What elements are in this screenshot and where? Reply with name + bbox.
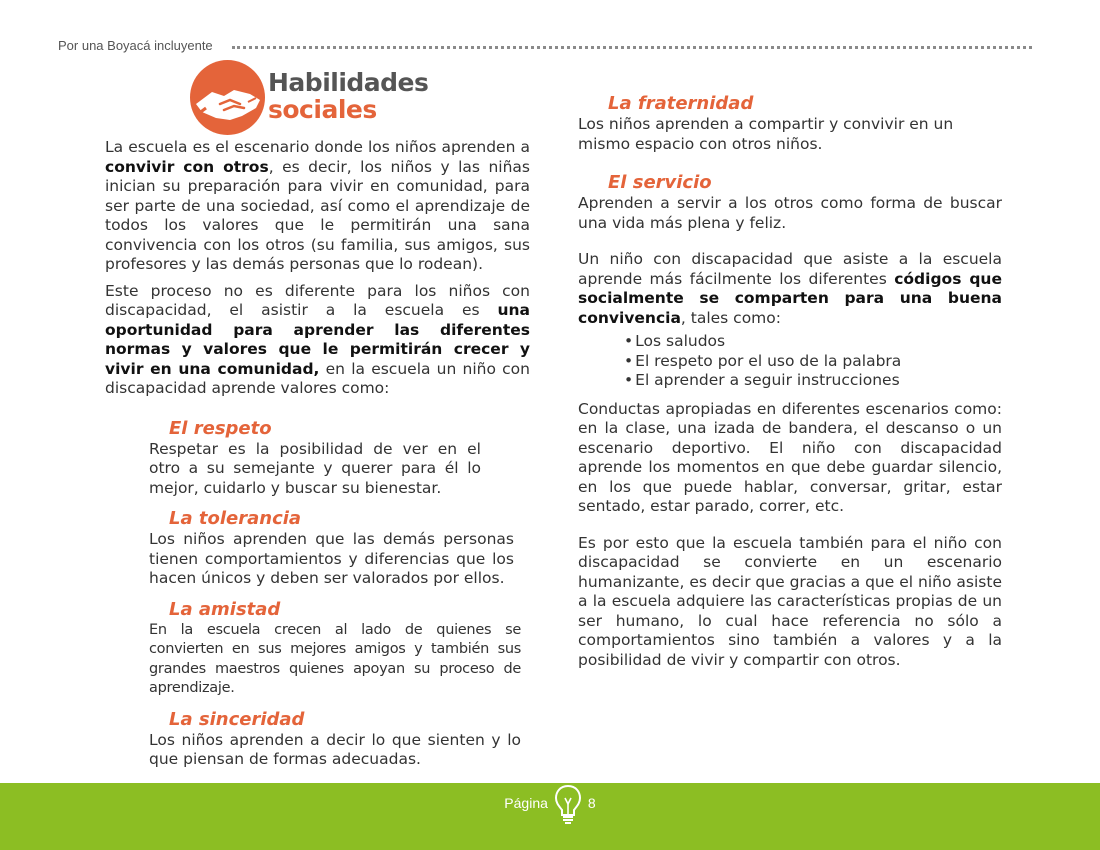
value-text: Respetar es la posibilidad de ver en el otro a su semejante y querer para él lo mejor, cuidarlo y buscar su bienestar. [149, 439, 481, 497]
value-sinceridad [149, 708, 521, 770]
value-heading: La sinceridad [169, 708, 305, 730]
value-text: En la escuela crecen al lado de quienes se convierten en sus mejores amigos y también sus grandes maestros quienes apoyan su proceso de aprendizaje. [149, 621, 521, 696]
right-column [578, 92, 1002, 670]
value-heading: La tolerancia [169, 508, 302, 529]
title-line-2: sociales [268, 95, 377, 124]
page-number: 8 [587, 795, 596, 811]
value-text: Los niños aprenden a compartir y convivir en un mismo espacio con otros niños. [578, 115, 954, 153]
intro-2-bold: una oportunidad para aprender las diferentes normas y valores que le permitirán crecer y vivir en una comunidad, [105, 301, 530, 378]
intro-2-text-b: en la escuela un niño con discapacidad aprende valores como: [105, 359, 530, 397]
left-column [105, 138, 530, 770]
codes-bold: códigos que socialmente se comparten para una buena convivencia [578, 269, 1002, 327]
value-text: Los niños aprenden a decir lo que sienten y lo que piensan de formas adecuadas. [149, 730, 521, 768]
value-servicio [578, 171, 1002, 233]
intro-paragraph-1 [105, 138, 530, 275]
codes-text-a: Un niño con discapacidad que asiste a la escuela aprende más fácilmente los diferentes [578, 250, 1002, 288]
list-item: • Los saludos [624, 332, 1002, 352]
conduct-paragraph: Conductas apropiadas en diferentes escenarios como: en la clase, una izada de bandera, el descanso o un escenario deportivo. El niño con discapacidad aprende los momentos en que debe guardar silencio, en los que puede hablar, conversar, gritar, estar sentado, estar parado, correr, etc. [578, 399, 1002, 515]
codes-text-b: , tales como: [680, 308, 781, 327]
value-respeto [149, 417, 521, 499]
handshake-icon [190, 60, 265, 135]
intro-1-text-b: , es decir, los niños y las niñas inician su preparación para vivir en comunidad, para ser parte de una sociedad, así como el aprendizaje de todos los valores que le permitirán una sana convivencia con los otros (su familia, sus amigos, sus profesores y las demás personas que lo rodean). [105, 157, 530, 273]
intro-1-text-a: La escuela es el escenario donde los niños aprenden a [105, 138, 530, 156]
closing-paragraph: Es por esto que la escuela también para el niño con discapacidad se convierte en un escenario humanizante, es decir que gracias a que el niño asiste a la escuela adquiere las características propias de un ser humano, lo cual hace referencia no sólo a comportamientos sino también a valores y a la posibilidad de vivir y compartir con otros. [578, 533, 1002, 669]
value-heading: El respeto [169, 417, 272, 439]
value-text: Aprenden a servir a los otros como forma de buscar una vida más plena y feliz. [578, 194, 1002, 232]
codes-paragraph [578, 250, 1002, 328]
list-item: • El aprender a seguir instrucciones [624, 371, 1002, 391]
value-text: Los niños aprenden que las demás personas tienen comportamientos y diferencias que los hacen únicos y deben ser valorados por ellos. [149, 530, 514, 587]
codes-list [624, 332, 1002, 391]
intro-paragraph-2 [105, 282, 530, 399]
page-label: Página [504, 795, 548, 811]
footer-page [0, 783, 1100, 823]
value-heading: La amistad [169, 598, 281, 620]
list-item: • El respeto por el uso de la palabra [624, 352, 1002, 372]
value-tolerancia [149, 507, 521, 589]
intro-2-text-a: Este proceso no es diferente para los niños con discapacidad, el asistir a la escuela es [105, 281, 530, 319]
value-heading: La fraternidad [608, 93, 754, 114]
footer-bar [0, 783, 1100, 850]
title-line-1: Habilidades [268, 68, 429, 97]
section-title [190, 60, 450, 136]
value-heading: El servicio [608, 172, 712, 193]
running-header: Por una Boyacá incluyente [58, 38, 213, 53]
intro-1-bold: convivir con otros [105, 157, 269, 176]
value-amistad [149, 598, 521, 699]
lightbulb-icon [554, 784, 582, 826]
header-dotted-rule [232, 46, 1032, 49]
value-fraternidad [578, 92, 1002, 154]
